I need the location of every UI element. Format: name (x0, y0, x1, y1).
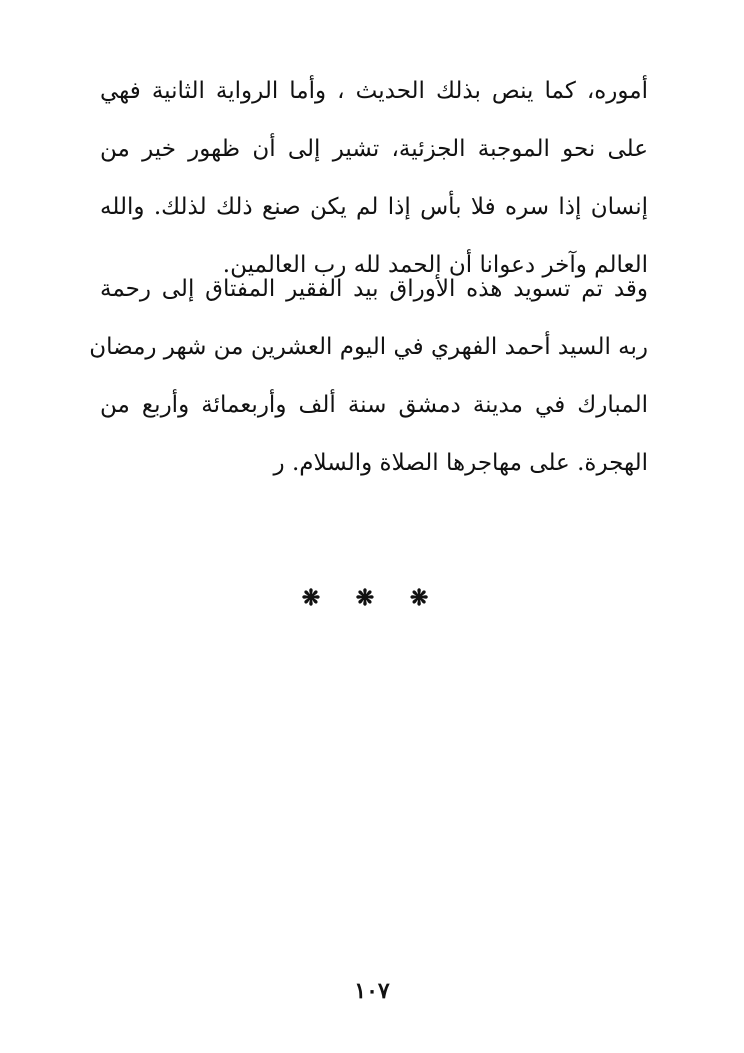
text-line: الهجرة. على مهاجرها الصلاة والسلام. ر (273, 450, 648, 476)
page-number: ١٠٧ (354, 978, 390, 1004)
text-line: إنسان إذا سره فلا بأس إذا لم يكن صنع ذلك لذلك. والله (100, 194, 648, 220)
text-line: العالم وآخر دعوانا أن الحمد لله رب العالمين. (222, 252, 648, 278)
text-line: وقد تم تسويد هذه الأوراق بيد الفقير المفتاق إلى رحمة (100, 276, 648, 302)
text-line: على نحو الموجبة الجزئية، تشير إلى أن ظهور خير من (100, 136, 648, 162)
text-line: ربه السيد أحمد الفهري في اليوم العشرين من شهر رمضان (89, 334, 648, 360)
text-line: المبارك في مدينة دمشق سنة ألف وأربعمائة وأربع من (100, 392, 648, 418)
section-separator: ❋ ❋ ❋ (301, 585, 443, 611)
paragraph-colophon (89, 260, 648, 492)
text-line: أموره، كما ينص بذلك الحديث ، وأما الرواية الثانية فهي (100, 78, 648, 104)
